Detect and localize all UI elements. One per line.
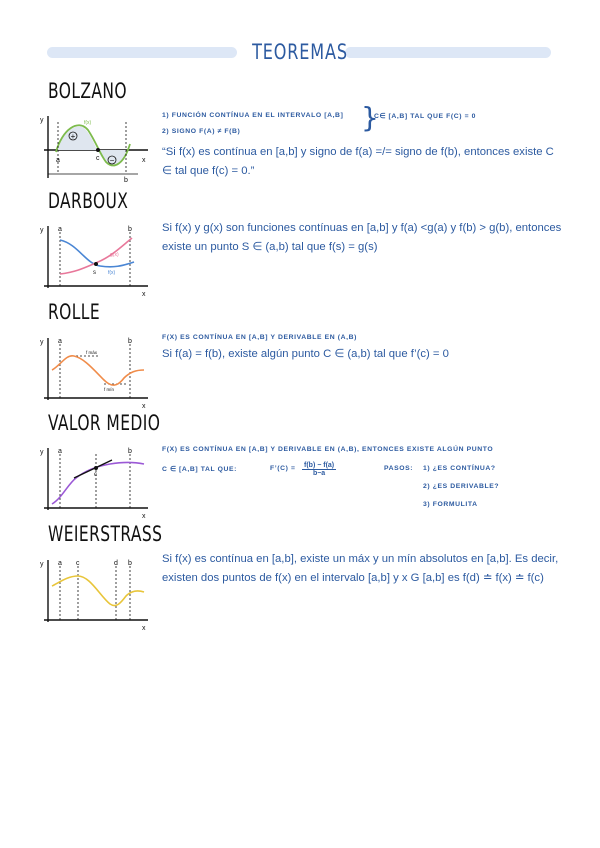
rolle-heading: ROLLE — [48, 300, 101, 324]
valor-medio-c-label: c — [94, 472, 97, 478]
weierstrass-a-label: a — [58, 560, 62, 567]
rolle-text: Si f(a) = f(b), existe algún punto C ∈ (a,b) tal que f’(c) = 0 — [162, 348, 449, 360]
weierstrass-c-label: c — [76, 560, 80, 567]
rolle-y-label: y — [40, 339, 44, 346]
darboux-x-label: x — [142, 291, 146, 298]
weierstrass-graph — [38, 556, 150, 634]
weierstrass-b-label: b — [128, 560, 132, 567]
valor-medio-formula-num: f(b) − f(a) — [304, 462, 335, 469]
valor-medio-line2: C ∈ [A,B] TAL QUE: — [162, 466, 237, 473]
darboux-b-label: b — [128, 226, 132, 233]
valor-medio-graph — [38, 444, 150, 522]
bolzano-fx-label: f(x) — [84, 120, 92, 126]
darboux-text: Si f(x) y g(x) son funciones contínuas en [a,b] y f(a) <g(a) y f(b) > g(b), entonces existe un punto S ∈ (a,b) tal que f(s) = g(s) — [162, 222, 562, 253]
valor-medio-y-label: y — [40, 449, 44, 456]
rolle-x-label: x — [142, 403, 146, 410]
valor-medio-a-label: a — [58, 448, 62, 455]
rolle-a-label: a — [58, 338, 62, 345]
darboux-graph — [38, 222, 150, 300]
bolzano-plus: + — [70, 132, 76, 141]
rolle-fmin-label: f mín — [104, 387, 115, 392]
valor-medio-paso2: 2) ¿ES DERIVABLE? — [423, 483, 500, 490]
rolle-graph — [38, 334, 150, 412]
darboux-a-label: a — [58, 226, 62, 233]
bolzano-c-label: c — [96, 155, 100, 162]
valor-medio-formula-den: b−a — [312, 470, 326, 477]
bolzano-y-label: y — [40, 117, 44, 124]
valor-medio-fraction — [302, 462, 336, 477]
rolle-b-label: b — [128, 338, 132, 345]
darboux-s-label: s — [93, 270, 96, 276]
weierstrass-d-label: d — [114, 560, 118, 567]
bolzano-quote: “Si f(x) es contínua en [a,b] y signo de f(a) =/= signo de f(b), entonces existe C ∈ tal que f(c) = 0.” — [162, 146, 554, 177]
darboux-heading: DARBOUX — [48, 189, 129, 213]
darboux-gx-label: g(x) — [110, 252, 119, 258]
bolzano-heading: BOLZANO — [48, 79, 128, 103]
bolzano-cond2: 2) SIGNO F(A) ≠ F(B) — [162, 128, 241, 135]
weierstrass-y-label: y — [40, 561, 44, 568]
valor-medio-cond: F(X) ES CONTÍNUA EN [A,B] Y DERIVABLE EN (A,B), ENTONCES EXISTE ALGÚN PUNTO — [162, 446, 494, 453]
valor-medio-x-label: x — [142, 513, 146, 520]
weierstrass-heading: WEIERSTRASS — [48, 522, 163, 546]
bolzano-b-label: b — [124, 177, 128, 184]
darboux-y-label: y — [40, 227, 44, 234]
bolzano-a-label: a — [56, 157, 60, 164]
darboux-fx-label: f(x) — [108, 270, 116, 276]
bolzano-cond1: 1) FUNCIÓN CONTÍNUA EN EL INTERVALO [A,B] — [162, 112, 344, 119]
bolzano-brace: } — [361, 101, 379, 134]
valor-medio-formula-lhs: F’(C) = — [270, 465, 296, 472]
valor-medio-b-label: b — [128, 448, 132, 455]
rolle-cond: F(X) ES CONTÍNUA EN [A,B] Y DERIVABLE EN (A,B) — [162, 334, 358, 341]
bolzano-graph — [38, 112, 150, 190]
valor-medio-pasos-label: PASOS: — [384, 465, 414, 472]
bolzano-result: C∈ [A,B] TAL QUE F(C) = 0 — [374, 113, 477, 120]
valor-medio-paso3: 3) FORMULITA — [423, 501, 478, 508]
bolzano-minus: − — [109, 156, 115, 165]
page-title: TEOREMAS — [252, 40, 348, 64]
valor-medio-paso1: 1) ¿ES CONTÍNUA? — [423, 465, 496, 472]
valor-medio-heading: VALOR MEDIO — [48, 411, 161, 435]
rolle-fmax-label: f máx — [86, 350, 98, 355]
weierstrass-text: Si f(x) es contínua en [a,b], existe un máx y un mín absolutos en [a,b]. Es decir, existen dos puntos de f(x) en el intervalo [a,b] y x G [a,b] es f(d) ≐ f(x) ≐ f(c) — [162, 553, 559, 584]
weierstrass-x-label: x — [142, 625, 146, 632]
bolzano-x-label: x — [142, 157, 146, 164]
